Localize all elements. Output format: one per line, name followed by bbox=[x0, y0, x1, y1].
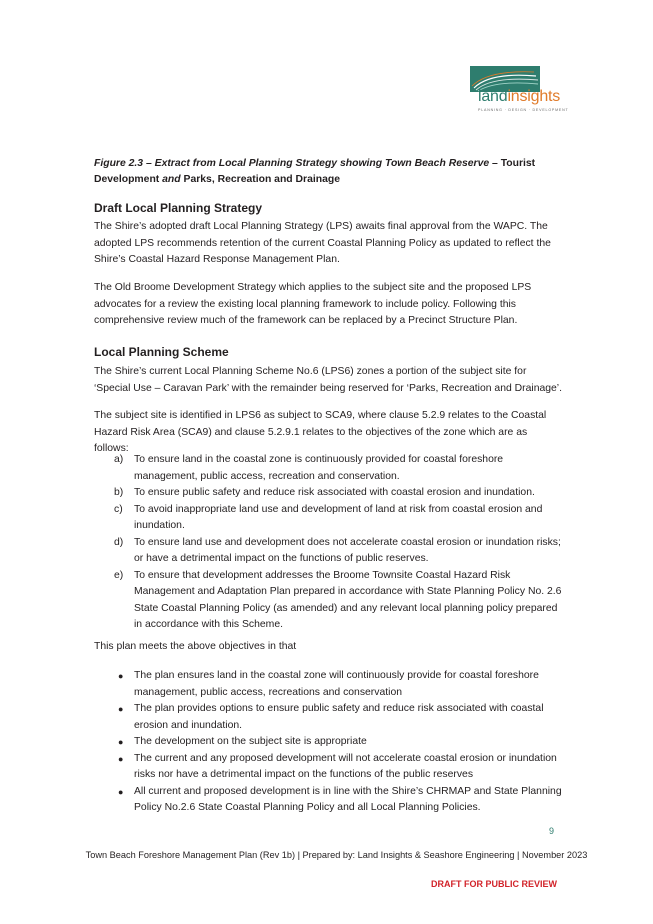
list-marker: a) bbox=[114, 454, 124, 465]
compliance-bullet-list bbox=[94, 668, 562, 817]
figure-caption-italic: Figure 2.3 – Extract from Local Planning Strategy showing Town Beach Reserve – bbox=[94, 158, 501, 169]
list-marker: c) bbox=[114, 503, 123, 515]
logo-tagline: PLANNING · DESIGN · DEVELOPMENT bbox=[478, 108, 569, 112]
list-item bbox=[94, 452, 562, 485]
paragraph-draft-lps-2: The Old Broome Development Strategy which applies to the subject site and the proposed LPS advocates for a review the existing local planning framework to include policy. Following this comprehensive review much of the framework can be replaced by a Precinct Structure Plan. bbox=[94, 282, 532, 326]
list-marker: d) bbox=[114, 536, 124, 548]
list-item bbox=[94, 784, 562, 817]
list-item-text: All current and proposed development is in line with the Shire’s CHRMAP and State Planning Policy No.2.6 State Coastal Planning Policy and all Local Planning Policies. bbox=[134, 785, 562, 813]
paragraph-lps-3: This plan meets the above objectives in that bbox=[94, 641, 297, 652]
list-item-text: To ensure that development addresses the Broome Townsite Coastal Hazard Risk Management and Adaptation Plan prepared in accordance with State Planning Policy No. 2.6 State Coastal Planning Policy (as amended) and any relevant local planning policy prepared in accordance with this Scheme. bbox=[134, 569, 562, 630]
bullet-icon: ● bbox=[118, 737, 124, 747]
list-item-text: To avoid inappropriate land use and development of land at risk from coastal erosion and inundation. bbox=[134, 503, 543, 531]
list-item bbox=[94, 751, 562, 784]
paragraph-lps-2: The subject site is identified in LPS6 as subject to SCA9, where clause 5.2.9 relates to the Coastal Hazard Risk Area (SCA9) and clause 5.2.9.1 relates to the objectives of the zone which are as follows: bbox=[94, 410, 547, 454]
list-item-text: The current and any proposed development will not accelerate coastal erosion or inundation risks nor have a detrimental impact on the functions of the public reserves bbox=[134, 752, 557, 780]
list-item-text: To ensure land use and development does not accelerate coastal erosion or inundation risks; or have a detrimental impact on the functions of public reserves. bbox=[134, 536, 561, 564]
heading-draft-lps: Draft Local Planning Strategy bbox=[94, 201, 263, 215]
list-item-text: To ensure public safety and reduce risk associated with coastal erosion and inundation. bbox=[134, 487, 535, 498]
figure-caption-and: and bbox=[162, 174, 181, 185]
list-item bbox=[94, 535, 562, 568]
heading-local-planning-scheme: Local Planning Scheme bbox=[94, 345, 229, 359]
figure-caption-normal-2: Parks, Recreation and Drainage bbox=[180, 174, 341, 185]
logo-word-part2: insights bbox=[507, 88, 561, 105]
list-marker: e) bbox=[114, 569, 124, 581]
list-item-text: The development on the subject site is appropriate bbox=[134, 736, 367, 747]
page-number: 9 bbox=[549, 826, 555, 836]
list-item bbox=[94, 734, 562, 751]
list-item-text: To ensure land in the coastal zone is continuously provided for coastal foreshore management, public access, recreation and conservation. bbox=[134, 454, 504, 482]
page-footer: Town Beach Foreshore Management Plan (Rev 1b) | Prepared by: Land Insights & Seashore Engineering | November 2023 bbox=[85, 850, 588, 860]
logo-wordmark bbox=[478, 88, 560, 106]
list-item bbox=[94, 485, 562, 502]
bullet-icon: ● bbox=[118, 671, 124, 681]
logo-word-part1: land bbox=[478, 88, 508, 105]
paragraph-lps-1: The Shire’s current Local Planning Scheme No.6 (LPS6) zones a portion of the subject site for ‘Special Use – Caravan Park’ with the remainder being reserved for ‘Parks, Recreation and Drainage’. bbox=[94, 366, 562, 394]
company-logo bbox=[464, 66, 569, 116]
figure-caption bbox=[94, 156, 566, 188]
bullet-icon: ● bbox=[118, 704, 124, 714]
bullet-icon: ● bbox=[118, 753, 124, 764]
objectives-list bbox=[94, 452, 562, 634]
list-item bbox=[94, 568, 562, 634]
list-item bbox=[94, 668, 562, 701]
paragraph-draft-lps-1: The Shire’s adopted draft Local Planning Strategy (LPS) awaits final approval from the WAPC. The adopted LPS recommends retention of the current Coastal Planning Policy as updated to reflect the Shire’s Coastal Hazard Response Management Plan. bbox=[94, 221, 551, 265]
list-item-text: The plan ensures land in the coastal zone will continuously provide for coastal foreshore management, public access, recreations and conservation bbox=[134, 670, 539, 698]
bullet-icon: ● bbox=[118, 786, 124, 797]
list-item bbox=[94, 701, 562, 734]
figure-caption-normal-1: Tourist Development bbox=[94, 158, 536, 185]
list-item bbox=[94, 502, 562, 535]
list-marker: b) bbox=[114, 487, 124, 498]
draft-notice: DRAFT FOR PUBLIC REVIEW bbox=[431, 879, 557, 889]
list-item-text: The plan provides options to ensure public safety and reduce risk associated with coastal erosion and inundation. bbox=[134, 703, 544, 731]
